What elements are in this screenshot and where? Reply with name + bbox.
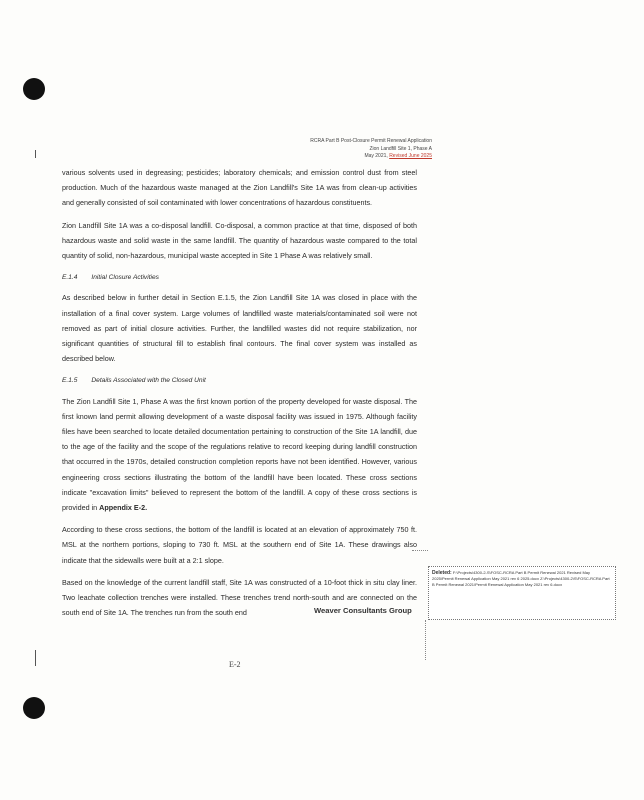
comment-leader-line xyxy=(412,550,428,552)
comment-label: Deleted: xyxy=(432,570,452,576)
margin-mark-bottom xyxy=(35,650,36,666)
punch-hole-top xyxy=(23,78,45,100)
revised-date: Revised June 2025 xyxy=(389,153,432,160)
margin-mark-top xyxy=(35,150,36,158)
section-heading-e15: E.1.5 Details Associated with the Closed Unit xyxy=(62,377,206,385)
document-body xyxy=(62,165,417,627)
header-site: Zion Landfill Site 1, Phase A xyxy=(369,145,432,152)
paragraph: Zion Landfill Site 1A was a co-disposal landfill. Co-disposal, a common practice at that time, disposed of both hazardous waste and solid waste in the same landfill. The quantity of hazardous waste compared to the total quantity of solid, non-hazardous, municipal waste accepted in Site 1 Phase A was relatively small. xyxy=(62,220,417,261)
comment-leader-line xyxy=(425,620,427,660)
paragraph: According to these cross sections, the bottom of the landfill is located at an elevation of approximately 750 ft. MSL at the northern portions, sloping to 730 ft. MSL at the southern end of Site 1A. These drawings also indicate that the sidewalls were built at a 2:1 slope. xyxy=(62,525,417,565)
appendix-reference: Appendix E-2. xyxy=(99,503,148,513)
header-date: May 2021, Revised June 2025 xyxy=(364,153,432,160)
paragraph: Based on the knowledge of the current landfill staff, Site 1A was constructed of a 10-foot thick in situ clay liner. Two leachate collection trenches were installed. These trenches trend north-south and are connected on the south end of Site 1A. The trenches run from the south end xyxy=(62,577,417,618)
paragraph: The Zion Landfill Site 1, Phase A was the first known portion of the property developed for waste disposal. The first known land permit allowing development of a waste disposal facility was issued in 1975. Although facility files have been searched to locate detailed documentation pertaining to construction of the Site 1A landfill, due to the age of the facility and the scope of the regulations relative to record keeping during landfill construction that occurred in the 1970s, detailed construction completion reports have not been identified. However, various engineering cross sections illustrating the bottom of the landfill have been located. These cross sections indicate "excavation limits" believed to represent the bottom of the landfill. A copy of these cross sections is provided in Appendix E-2. xyxy=(62,396,417,513)
document-header xyxy=(310,138,432,161)
punch-hole-bottom xyxy=(23,697,45,719)
section-heading-e14: E.1.4 Initial Closure Activities xyxy=(62,274,159,282)
paragraph: As described below in further detail in Section E.1.5, the Zion Landfill Site 1A was closed in place with the installation of a final cover system. Large volumes of landfilled waste materials/contaminated soil were not removed as part of initial closure activities. Further, the landfilled wastes did not require stabilization, nor significant quantities of structural fill to establish final contours. The final cover system was installed as described below. xyxy=(62,293,417,364)
paragraph: various solvents used in degreasing; pesticides; laboratory chemicals; and emission control dust from steel production. Much of the hazardous waste managed at the Zion Landfill's Site 1A was from clean-up activities and generally consisted of soil contaminated with lower concentrations of hazardous constituents. xyxy=(62,168,417,208)
footer-company: Weaver Consultants Group xyxy=(314,606,412,615)
comment-text: F:\Projects\4300-2-S\FOSC-RCRA Part B Permit Renewal 2021 Revised May 2025\Permit Renewal Application May 2021 rev 6 2025.docx Z:\Projects\4300-2\S\FOSC-RCRA Part B Permit Renewal 2021\Permit Renewal Application May 2021 rev 6.docx xyxy=(432,570,610,588)
page-number: E-2 xyxy=(229,660,241,669)
header-title: RCRA Part B Post-Closure Permit Renewal Application xyxy=(310,138,432,144)
deleted-comment-balloon[interactable] xyxy=(428,566,616,620)
